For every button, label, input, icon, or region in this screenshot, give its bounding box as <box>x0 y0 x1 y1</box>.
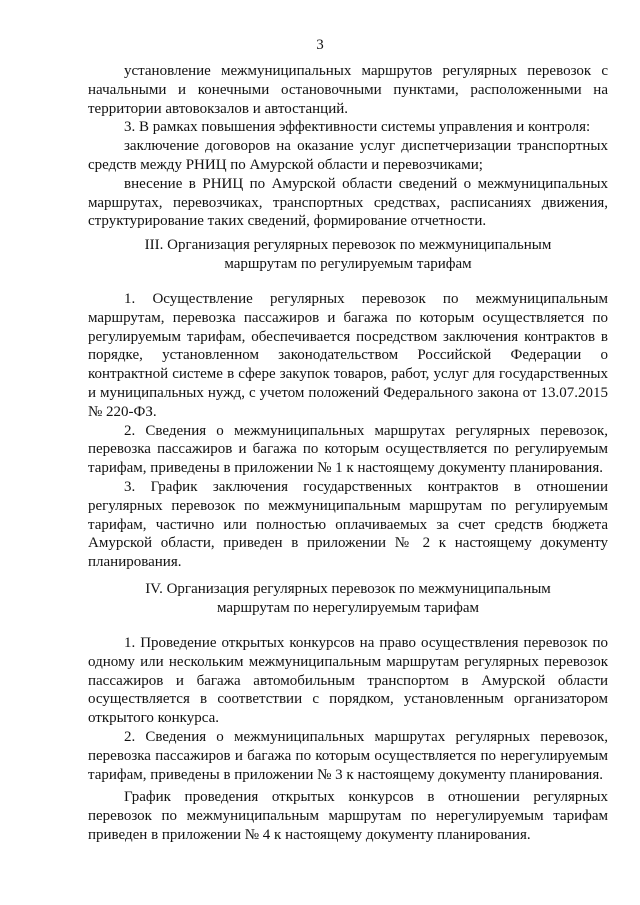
section-4-paragraph-2: 2. Сведения о межмуниципальных маршрутах регулярных перевозок, перевозка пассажиров и багажа по которым осуществляется по нерегулируемым тарифам, приведены в приложении № 3 к настоящему документу планирования. <box>88 728 608 783</box>
section-3-heading-line-2: маршрутам по регулируемым тарифам <box>224 256 472 272</box>
section-4-paragraph-1: 1. Проведение открытых конкурсов на право осуществления перевозок по одному или нескольким межмуниципальным маршрутам регулярных перевозок пассажиров и багажа автомобильным транспортом в Амурской области осуществляется в соответствии с порядком, установленным организатором открытого конкурса. <box>88 635 608 727</box>
intro-paragraph-4: внесение в РНИЦ по Амурской области сведений о межмуниципальных маршрутах, перевозчиках, транспортных средствах, расписаниях движения, структурирование таких сведений, формирование отчетности. <box>88 175 608 230</box>
section-4-heading <box>88 580 608 618</box>
page-number: 3 <box>316 37 324 53</box>
section-3-heading <box>88 236 608 274</box>
section-4-heading-line-2: маршрутам по нерегулируемым тарифам <box>216 600 480 616</box>
section-4-paragraph-3: График проведения открытых конкурсов в отношении регулярных перевозок по межмуниципальным маршрутам по нерегулируемым тарифам приведен в приложении № 4 к настоящему документу планирования. <box>88 789 608 843</box>
section-3-paragraph-2: 2. Сведения о межмуниципальных маршрутах регулярных перевозок, перевозка пассажиров и багажа по которым осуществляется по регулируемым тарифам, приведены в приложении № 1 к настоящему документу планирования. <box>88 422 608 477</box>
section-3-paragraph-3: 3. График заключения государственных контрактов в отношении регулярных перевозок по межмуниципальным маршрутам по регулируемым тарифам, частично или полностью оплачиваемых за счет средств бюджета Амурской области, приведен в приложении № 2 к настоящему документу планирования. <box>88 478 608 571</box>
intro-block <box>88 62 608 231</box>
intro-paragraph-1: установление межмуниципальных маршрутов регулярных перевозок с начальными и конечными остановочными пунктами, расположенными на территории автовокзалов и автостанций. <box>88 63 608 117</box>
section-3-paragraph-1: 1. Осуществление регулярных перевозок по межмуниципальным маршрутам, перевозка пассажиров и багажа по которым осуществляется по регулируемым тарифам, обеспечивается посредством заключения контрактов в порядке, установленном законодательством Российской Федерации о контрактной системе в сфере закупок товаров, работ, услуг для государственных и муниципальных нужд, с учетом положений Федерального закона от 13.07.2015 № 220-ФЗ. <box>88 291 608 420</box>
intro-paragraph-3: заключение договоров на оказание услуг диспетчеризации транспортных средств между РНИЦ по Амурской области и перевозчиками; <box>88 138 608 173</box>
section-4-body <box>88 634 608 845</box>
section-3-heading-line-1: III. Организация регулярных перевозок по межмуниципальным <box>144 237 552 253</box>
section-4-heading-line-1: IV. Организация регулярных перевозок по межмуниципальным <box>145 581 551 597</box>
intro-paragraph-2: 3. В рамках повышения эффективности системы управления и контроля: <box>124 119 591 136</box>
section-3-body <box>88 290 608 572</box>
